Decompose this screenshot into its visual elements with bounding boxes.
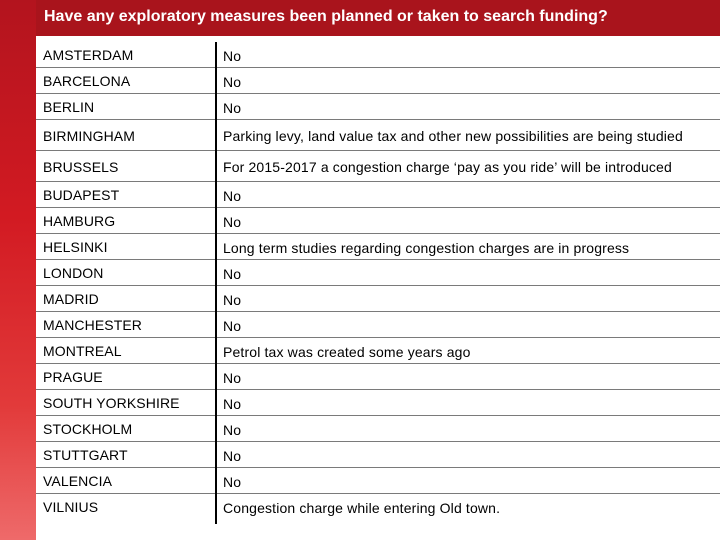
table-row	[36, 234, 720, 260]
table-row	[36, 390, 720, 416]
city-cell: MANCHESTER	[43, 317, 143, 333]
answer-cell: No	[223, 48, 242, 64]
title-banner	[36, 0, 720, 36]
answer-cell: Congestion charge while entering Old town.	[223, 500, 501, 516]
city-cell: HELSINKI	[43, 239, 108, 255]
table-row	[36, 120, 720, 151]
table-row	[36, 260, 720, 286]
slide-title: Have any exploratory measures been planned or taken to search funding?	[44, 8, 608, 25]
answer-cell: Petrol tax was created some years ago	[223, 344, 471, 360]
city-cell: STOCKHOLM	[43, 421, 133, 437]
answer-cell: Parking levy, land value tax and other new possibilities are being studied	[223, 128, 683, 144]
answer-cell: No	[223, 266, 242, 282]
city-cell: PRAGUE	[43, 369, 103, 385]
table-row	[36, 364, 720, 390]
table-row	[36, 68, 720, 94]
answer-cell: For 2015-2017 a congestion charge ‘pay as you ride’ will be introduced	[223, 159, 672, 175]
answer-cell: Long term studies regarding congestion charges are in progress	[223, 240, 630, 256]
answer-cell: No	[223, 188, 242, 204]
answer-cell: No	[223, 396, 242, 412]
funding-measures-table	[36, 42, 720, 520]
table-row	[36, 94, 720, 120]
city-cell: VALENCIA	[43, 473, 113, 489]
answer-cell: No	[223, 100, 242, 116]
table-row	[36, 416, 720, 442]
city-cell: SOUTH YORKSHIRE	[43, 395, 180, 411]
city-cell: MONTREAL	[43, 343, 122, 359]
city-cell: BERLIN	[43, 99, 95, 115]
table-row	[36, 494, 720, 520]
city-cell: STUTTGART	[43, 447, 128, 463]
table-row	[36, 442, 720, 468]
table-row	[36, 468, 720, 494]
table-row	[36, 312, 720, 338]
city-cell: BARCELONA	[43, 73, 131, 89]
answer-cell: No	[223, 448, 242, 464]
table-row	[36, 42, 720, 68]
table-row	[36, 182, 720, 208]
answer-cell: No	[223, 474, 242, 490]
answer-cell: No	[223, 292, 242, 308]
city-cell: AMSTERDAM	[43, 47, 134, 63]
column-divider	[215, 42, 217, 524]
answer-cell: No	[223, 422, 242, 438]
city-cell: VILNIUS	[43, 499, 99, 515]
side-accent-bar	[0, 0, 36, 540]
city-cell: BUDAPEST	[43, 187, 120, 203]
answer-cell: No	[223, 214, 242, 230]
answer-cell: No	[223, 74, 242, 90]
table-row	[36, 338, 720, 364]
table-row	[36, 286, 720, 312]
city-cell: LONDON	[43, 265, 104, 281]
city-cell: BIRMINGHAM	[43, 128, 135, 144]
answer-cell: No	[223, 318, 242, 334]
answer-cell: No	[223, 370, 242, 386]
city-cell: MADRID	[43, 291, 99, 307]
table-row	[36, 208, 720, 234]
table-row	[36, 151, 720, 182]
city-cell: HAMBURG	[43, 213, 116, 229]
city-cell: BRUSSELS	[43, 159, 119, 175]
